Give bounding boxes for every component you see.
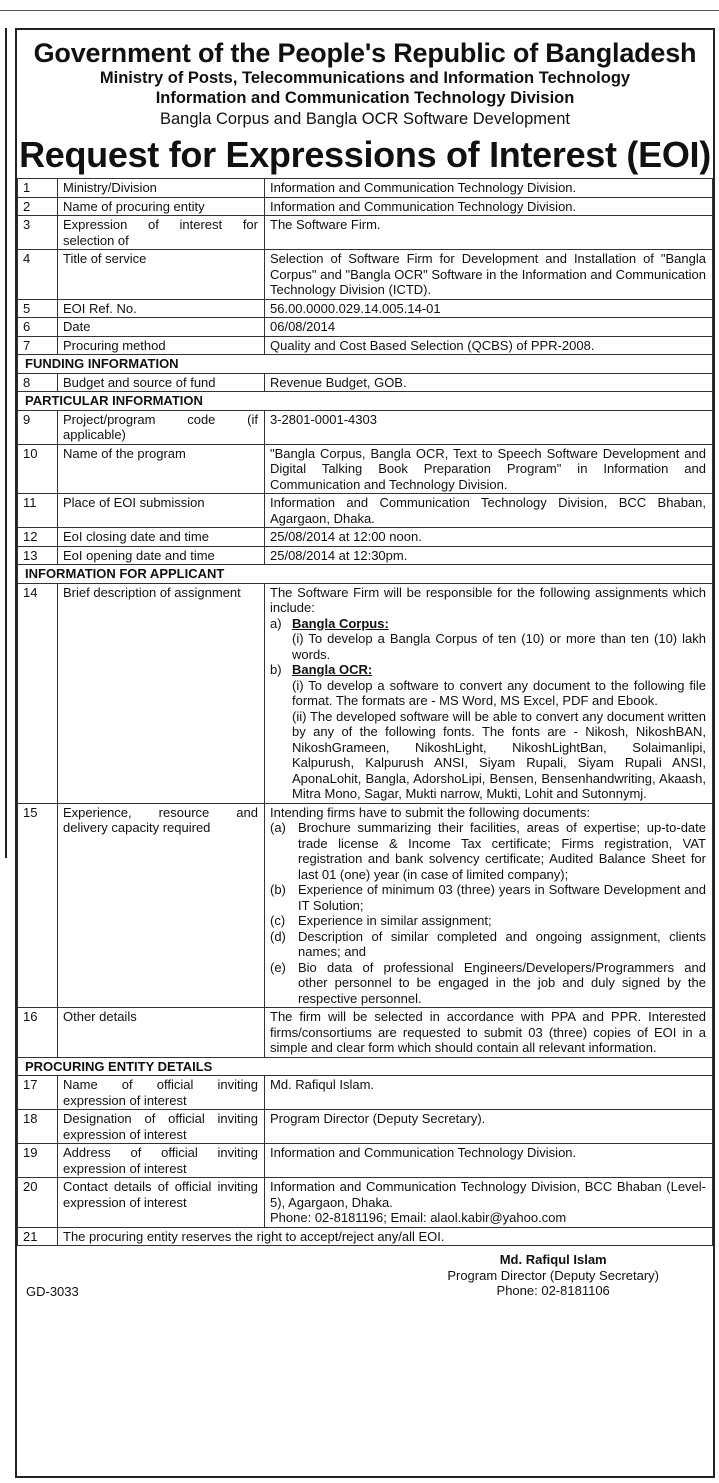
list-text: Brochure summarizing their facilities, areas of expertise; up-to-date trade license & Income Tax certificate; Firms registration, VAT registration and bank solvency certificate; Audited Balance Sheet for last 01 (one) year (in case of limited company); (298, 820, 706, 882)
table-row (18, 1227, 713, 1246)
row-label: Procuring method (58, 336, 265, 355)
row-number: 7 (18, 336, 58, 355)
row-number: 3 (18, 216, 58, 250)
assignment-description (265, 583, 713, 803)
list-marker: (d) (270, 928, 286, 944)
section-heading-row (18, 565, 713, 584)
row-label: EoI closing date and time (58, 528, 265, 547)
row-value: 3-2801-0001-4303 (265, 410, 713, 444)
row-value: 06/08/2014 (265, 318, 713, 337)
row-label: Address of official inviting expression of interest (58, 1144, 265, 1178)
row-number: 2 (18, 197, 58, 216)
notice-footer (17, 1246, 713, 1306)
signatory-title: Program Director (Deputy Secretary) (447, 1267, 659, 1283)
row-number: 14 (18, 583, 58, 803)
table-row (18, 1008, 713, 1058)
row-number: 16 (18, 1008, 58, 1058)
signatory-name: Md. Rafiqul Islam (499, 1252, 607, 1267)
list-text: Bio data of professional Engineers/Developers/Programmers and other personnel to be engaged in the job and duly signed by the respective personnel. (298, 959, 706, 1006)
signature-block (447, 1252, 659, 1299)
row-label: Designation of official inviting expression of interest (58, 1110, 265, 1144)
row-label: Date (58, 318, 265, 337)
table-row (18, 318, 713, 337)
row-number: 15 (18, 803, 58, 1008)
bangla-corpus-heading: Bangla Corpus: (292, 615, 389, 631)
table-row (18, 179, 713, 198)
table-row (18, 1144, 713, 1178)
row-label: Name of official inviting expression of interest (58, 1076, 265, 1110)
table-row (18, 250, 713, 300)
row-label: Place of EOI submission (58, 494, 265, 528)
row-label: Budget and source of fund (58, 373, 265, 392)
table-row (18, 1110, 713, 1144)
table-row (18, 1076, 713, 1110)
row-value: Quality and Cost Based Selection (QCBS) of PPR-2008. (265, 336, 713, 355)
list-text: Experience of minimum 03 (three) years in Software Development and IT Solution; (298, 882, 706, 913)
row-label: Project/program code (if applicable) (58, 410, 265, 444)
row-value: 25/08/2014 at 12:30pm. (265, 546, 713, 565)
list-item (270, 882, 706, 913)
row-value: 25/08/2014 at 12:00 noon. (265, 528, 713, 547)
contact-phone-email: Phone: 02-8181196; Email: alaol.kabir@yahoo.com (270, 1210, 567, 1225)
notice-header (17, 38, 713, 178)
eoi-notice (15, 28, 715, 1478)
table-row (18, 528, 713, 547)
table-row (18, 546, 713, 565)
row-number: 13 (18, 546, 58, 565)
section-heading: PROCURING ENTITY DETAILS (18, 1057, 713, 1076)
list-text: Experience in similar assignment; (298, 913, 492, 928)
list-marker: (b) (270, 882, 286, 897)
table-row (18, 444, 713, 494)
row-value: Selection of Software Firm for Development and Installation of "Bangla Corpus" and "Bangla OCR" Software in the Information and Communication Technology Division (ICTD). (265, 250, 713, 300)
required-documents (265, 803, 713, 1008)
section-heading-row (18, 1057, 713, 1076)
reservation-note: The procuring entity reserves the right to accept/reject any/all EOI. (58, 1227, 713, 1246)
row-label: Brief description of assignment (58, 583, 265, 803)
assignment-intro: The Software Firm will be responsible for the following assignments which include: (270, 584, 706, 615)
list-item (270, 913, 706, 929)
table-row (18, 1178, 713, 1228)
row-number: 19 (18, 1144, 58, 1178)
row-value (265, 1178, 713, 1228)
row-number: 6 (18, 318, 58, 337)
bangla-ocr-item: (i) To develop a software to convert any document to the following file format. The formats are - MS Word, MS Excel, PDF and Ebook. (292, 677, 706, 708)
section-heading: INFORMATION FOR APPLICANT (18, 565, 713, 584)
row-label: Contact details of official inviting expression of interest (58, 1178, 265, 1228)
list-item (270, 662, 706, 678)
table-row (18, 410, 713, 444)
contact-address: Information and Communication Technology Division, BCC Bhaban (Level-5), Agargaon, Dhaka. (270, 1179, 706, 1210)
row-value: 56.00.0000.029.14.005.14-01 (265, 299, 713, 318)
row-number: 21 (18, 1227, 58, 1246)
row-value: Information and Communication Technology Division, BCC Bhaban, Agargaon, Dhaka. (265, 494, 713, 528)
page-title: Request for Expressions of Interest (EOI) (19, 134, 711, 175)
table-row (18, 803, 713, 1008)
table-row (18, 197, 713, 216)
row-number: 5 (18, 299, 58, 318)
table-row (18, 494, 713, 528)
table-row (18, 583, 713, 803)
row-label: Name of procuring entity (58, 197, 265, 216)
row-label: Experience, resource and delivery capacity required (58, 803, 265, 1008)
row-value: Information and Communication Technology Division. (265, 197, 713, 216)
bangla-corpus-item: (i) To develop a Bangla Corpus of ten (10) or more than ten (10) lakh words. (292, 631, 706, 662)
section-heading-row (18, 355, 713, 374)
division-title: Information and Communication Technology Division (155, 89, 575, 107)
documents-intro: Intending firms have to submit the following documents: (270, 804, 591, 820)
row-label: Title of service (58, 250, 265, 300)
bangla-ocr-item: (ii) The developed software will be able to convert any document written by any of the following fonts. The fonts are - Nikosh, NikoshBAN, NikoshGrameen, NikoshLight, NikoshLightBan, Solaimanlipi, Kalpurush, Kalpurush ANSI, Siyam Rupali, Siyam Rupali ANSI, AponaLohit, Bangla, AdorshoLipi, Bensen, Bensenhandwriting, Akaash, Mitra Mono, Sagar, Mukti narrow, Mukti, Lohit and Sutonnymj. (292, 708, 706, 801)
row-number: 1 (18, 179, 58, 198)
row-value: Program Director (Deputy Secretary). (265, 1110, 713, 1144)
list-marker: b) (270, 662, 282, 677)
row-number: 11 (18, 494, 58, 528)
row-label: Other details (58, 1008, 265, 1058)
list-item (270, 929, 706, 960)
row-value: Information and Communication Technology Division. (265, 179, 713, 198)
row-number: 9 (18, 410, 58, 444)
row-number: 17 (18, 1076, 58, 1110)
list-marker: (a) (270, 820, 286, 835)
row-number: 8 (18, 373, 58, 392)
list-marker: (c) (270, 913, 286, 928)
top-rule (0, 10, 719, 11)
table-row (18, 216, 713, 250)
table-row (18, 373, 713, 392)
row-number: 10 (18, 444, 58, 494)
list-item (270, 616, 706, 632)
row-label: EoI opening date and time (58, 546, 265, 565)
section-heading-row (18, 392, 713, 411)
row-label: Name of the program (58, 444, 265, 494)
row-number: 12 (18, 528, 58, 547)
gd-reference: GD-3033 (26, 1284, 79, 1299)
row-value: Md. Rafiqul Islam. (265, 1076, 713, 1110)
eoi-table (17, 178, 713, 1246)
row-label: EOI Ref. No. (58, 299, 265, 318)
section-heading: FUNDING INFORMATION (18, 355, 713, 374)
list-item (270, 960, 706, 1007)
row-number: 4 (18, 250, 58, 300)
section-heading: PARTICULAR INFORMATION (18, 392, 713, 411)
row-value: The Software Firm. (265, 216, 713, 250)
list-text: Description of similar completed and ongoing assignment, clients names; and (298, 928, 706, 959)
row-label: Ministry/Division (58, 179, 265, 198)
list-marker: (e) (270, 959, 286, 975)
government-title: Government of the People's Republic of Bangladesh (33, 38, 697, 68)
row-number: 20 (18, 1178, 58, 1228)
row-value: The firm will be selected in accordance with PPA and PPR. Interested firms/consortiums are requested to submit 03 (three) copies of EOI in a simple and clear form which should contain all relevant information. (265, 1008, 713, 1058)
signatory-phone: Phone: 02-8181106 (496, 1283, 610, 1298)
row-value: "Bangla Corpus, Bangla OCR, Text to Speech Software Development and Digital Talking Book Preparation Program" in Information and Communication and Technology Division. (265, 444, 713, 494)
ministry-title: Ministry of Posts, Telecommunications and Information Technology (99, 69, 631, 87)
list-item (270, 820, 706, 882)
bangla-ocr-heading: Bangla OCR: (292, 662, 373, 677)
table-row (18, 299, 713, 318)
table-row (18, 336, 713, 355)
list-marker: a) (270, 615, 282, 631)
project-title: Bangla Corpus and Bangla OCR Software Development (160, 110, 570, 128)
row-label: Expression of interest for selection of (58, 216, 265, 250)
row-value: Revenue Budget, GOB. (265, 373, 713, 392)
row-number: 18 (18, 1110, 58, 1144)
left-margin-bar (0, 28, 7, 858)
row-value: Information and Communication Technology Division. (265, 1144, 713, 1178)
